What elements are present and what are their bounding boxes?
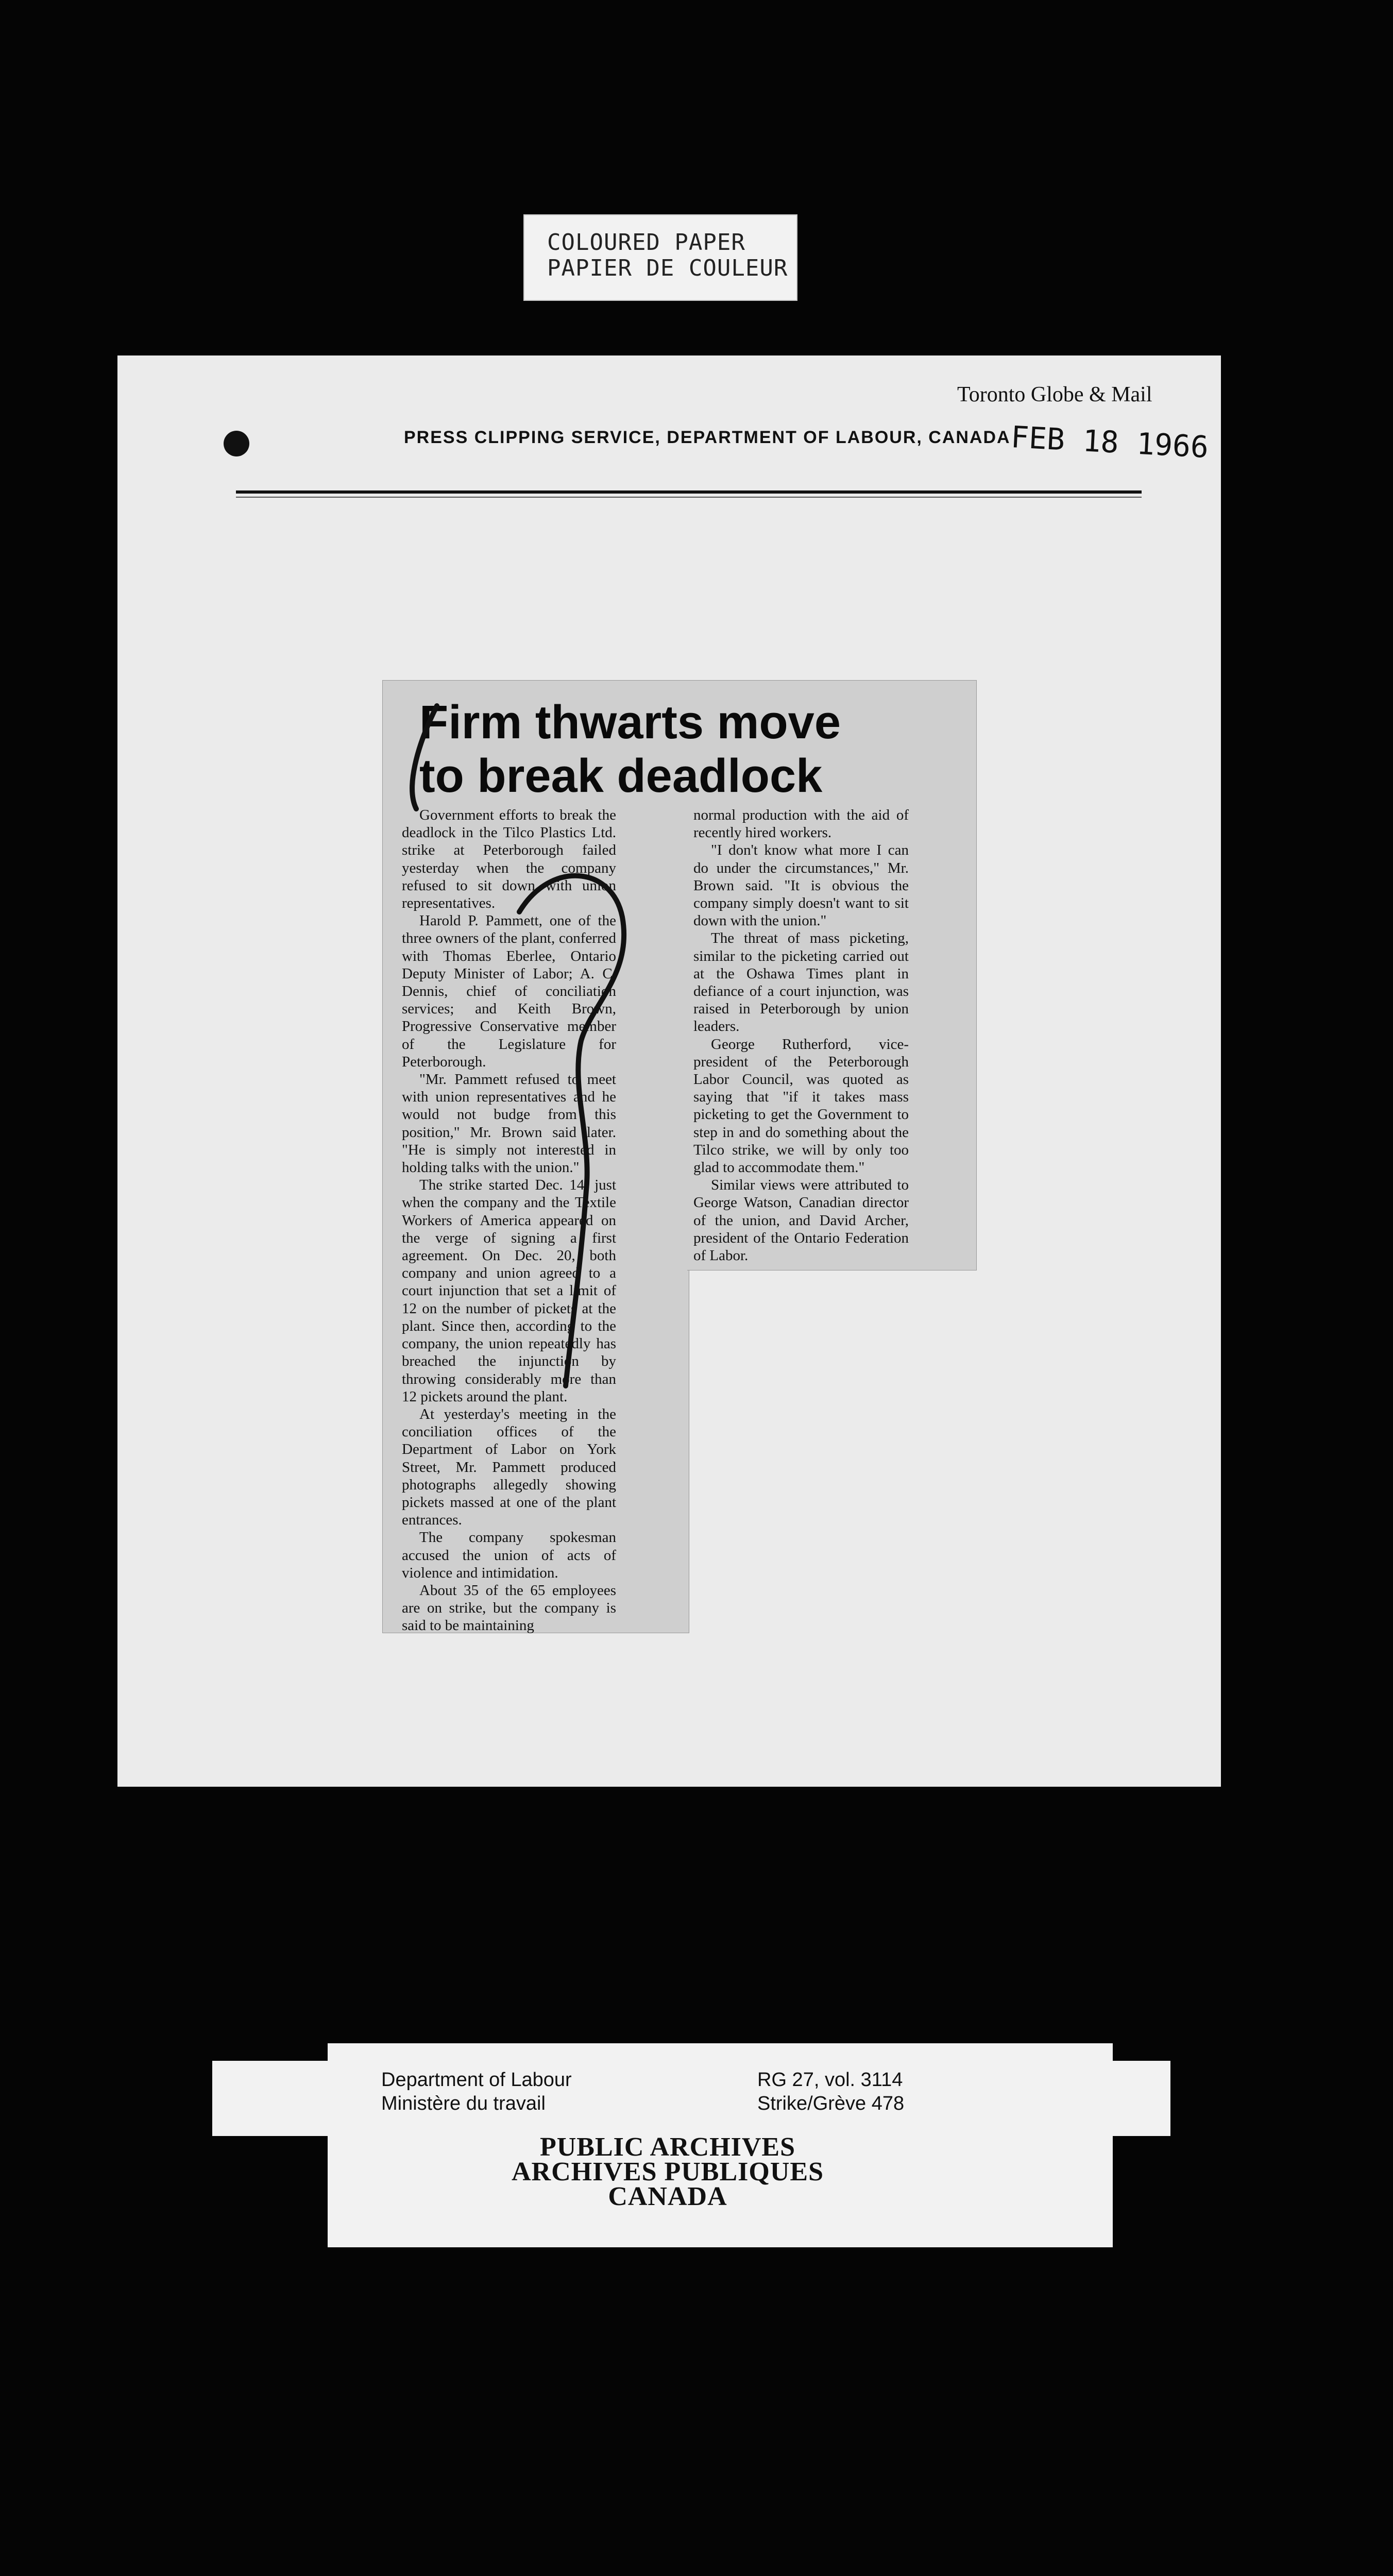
header-rule [236,490,1142,494]
paragraph: Similar views were attributed to George Watson, Canadian director of the union, and David Archer, president of the Ontario Federation of Labor. [693,1177,909,1264]
clipping-sheet [117,355,1221,1787]
paragraph: The strike started Dec. 14, just when the company and the Textile Workers of America appeared on the verge of signing a first agreement. On Dec. 20, both company and union agreed to a court injunction that set a limit of 12 on the number of pickets at the plant. Since then, according to the company, the union repeatedly has breached the injunction by throwing considerably more than 12 pickets around the plant. [402,1177,616,1405]
paragraph: Harold P. Pammett, one of the three owners of the plant, conferred with Thomas Eberlee, Ontario Deputy Minister of Labor; A. C. Dennis, chief of conciliation services; and Keith Brown, Progressive Conservative member of the Legislature for Peterborough. [402,912,616,1070]
header-rule-thin [236,497,1142,498]
paragraph: George Rutherford, vice-president of the Peterborough Labor Council, was quoted as saying that "if it takes mass picketing to get the Government to step in and do something about the Tilco strike, we will by only too glad to accommodate them." [693,1036,909,1176]
archives-label [328,2043,1113,2247]
strike-number: Strike/Grève 478 [757,2093,905,2114]
paragraph: "Mr. Pammett refused to meet with union representatives and he would not budge from this position," Mr. Brown said later. "He is simply not interested in holding talks with the union." [402,1071,616,1176]
archives-stamp [472,2132,863,2211]
record-group: RG 27, vol. 3114 [757,2069,903,2091]
article-column-2 [693,806,909,1264]
punch-hole [224,431,249,456]
label-line-en: COLOURED PAPER [547,229,745,256]
archives-line-3: CANADA [608,2182,727,2211]
paragraph: Government efforts to break the deadlock in the Tilco Plastics Ltd. strike at Peterborough failed yesterday when the company refused to sit down with union representatives. [402,807,616,912]
label-tab-left [212,2061,329,2136]
paragraph: "I don't know what more I can do under the circumstances," Mr. Brown said. "It is obvious the company simply doesn't want to sit down with the union." [693,842,909,929]
paragraph: normal production with the aid of recently hired workers. [693,807,909,841]
paragraph: About 35 of the 65 employees are on strike, but the company is said to be maintaining [402,1582,616,1634]
coloured-paper-label [523,214,797,301]
service-title: PRESS CLIPPING SERVICE, DEPARTMENT OF LABOUR, CANADA [404,428,1011,447]
department-fr: Ministère du travail [381,2093,546,2114]
paragraph: The company spokesman accused the union of acts of violence and intimidation. [402,1529,616,1581]
paragraph: The threat of mass picketing, similar to the picketing carried out at the Oshawa Times plant in defiance of a court injunction, was raised in Peterborough by union leaders. [693,930,909,1035]
archives-line-2: ARCHIVES PUBLIQUES [511,2157,824,2187]
archives-line-1: PUBLIC ARCHIVES [539,2132,796,2162]
date-stamp: FEB 18 1966 [1010,419,1210,465]
paragraph: At yesterday's meeting in the conciliation offices of the Department of Labor on York Street, Mr. Pammett produced photographs allegedly showing pickets massed at one of the plant entrances. [402,1405,616,1529]
headline-line-2: to break deadlock [419,750,823,802]
article-column-1 [402,806,616,1635]
department-en: Department of Labour [381,2069,572,2091]
newspaper-name: Toronto Globe & Mail [957,383,1152,406]
article-headline [419,696,965,803]
label-line-fr: PAPIER DE COULEUR [547,255,788,281]
headline-line-1: Firm thwarts move [419,696,841,749]
